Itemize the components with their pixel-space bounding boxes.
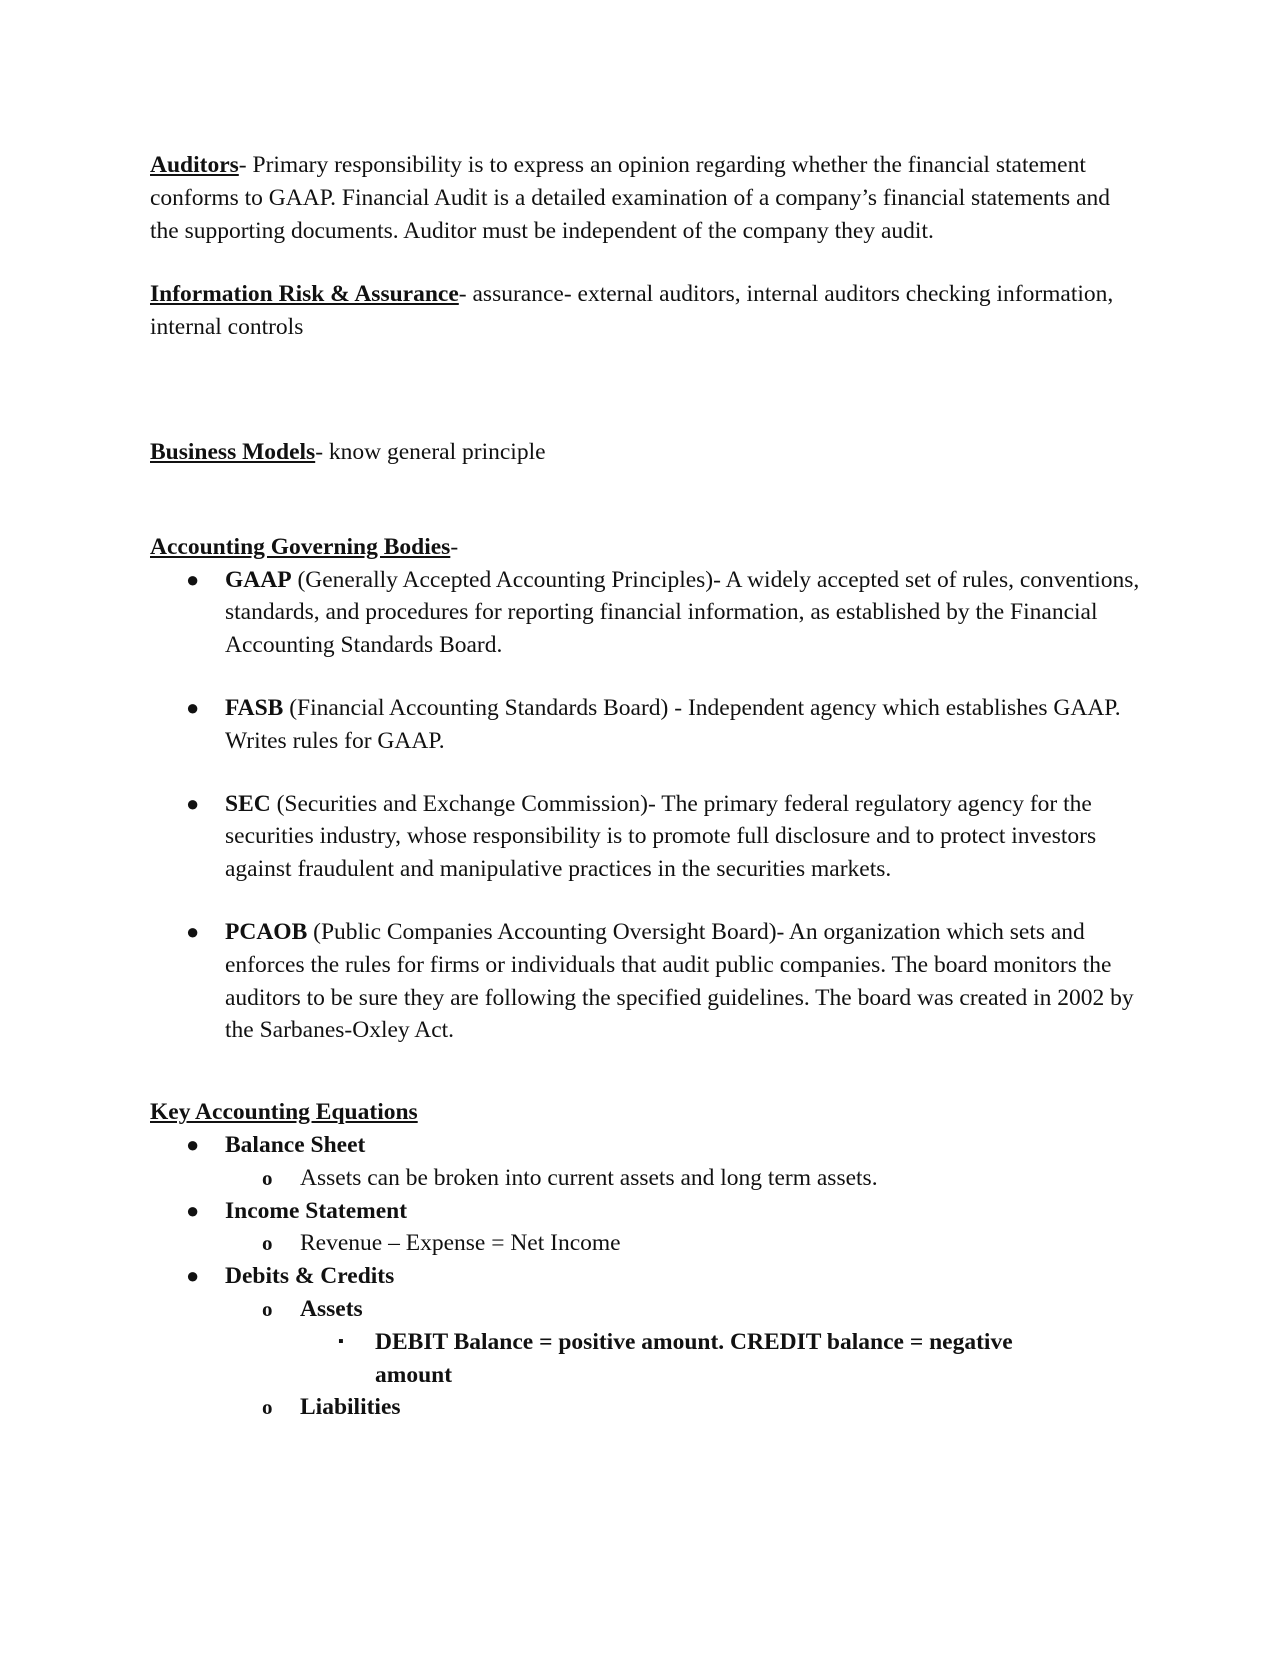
assets-label: Assets	[300, 1295, 363, 1322]
key-equations-list	[150, 1129, 1140, 1424]
circle-bullet-icon: o	[262, 1165, 273, 1190]
liabilities-label: Liabilities	[300, 1394, 401, 1421]
governing-bodies-heading	[150, 531, 1140, 564]
circle-bullet-icon: o	[262, 1231, 273, 1256]
list-item-sec	[150, 788, 1140, 886]
key-equations-term: Key Accounting Equations	[150, 1099, 418, 1126]
gaap-text: (Generally Accepted Accounting Principles)- A widely accepted set of rules, conventions, standards, and procedures for reporting financial information, as established by the Financial Accounting Standards Board.	[225, 566, 1140, 659]
gaap-abbr: GAAP	[225, 566, 292, 593]
assets-sub: DEBIT Balance = positive amount. CREDIT balance = negative amount	[375, 1328, 1013, 1388]
auditors-text: - Primary responsibility is to express an opinion regarding whether the financial statement conforms to GAAP. Financial Audit is a detailed examination of a company’s financial statements and the supporting documents. Auditor must be independent of the company they audit.	[150, 152, 1111, 244]
list-item-assets	[150, 1293, 1140, 1326]
list-item-pcaob	[150, 916, 1140, 1047]
balance-sheet-label: Balance Sheet	[225, 1131, 366, 1158]
governing-bodies-list	[150, 564, 1140, 1048]
fasb-abbr: FASB	[225, 694, 284, 721]
list-item-liabilities	[150, 1391, 1140, 1424]
list-item-income-equation	[150, 1227, 1140, 1260]
sec-text: (Securities and Exchange Commission)- The primary federal regulatory agency for the securities industry, whose responsibility is to promote full disclosure and to protect investors against fraudulent and manipulative practices in the securities markets.	[225, 790, 1097, 883]
auditors-term: Auditors	[150, 152, 239, 178]
list-item-balance-sheet	[150, 1129, 1140, 1162]
square-bullet-icon: ▪	[338, 1332, 344, 1350]
list-item-assets-note	[150, 1162, 1140, 1195]
bullet-icon: ●	[186, 918, 200, 944]
key-equations-heading	[150, 1096, 1140, 1129]
circle-bullet-icon: o	[262, 1395, 273, 1420]
income-statement-sub: Revenue – Expense = Net Income	[300, 1230, 621, 1257]
bullet-icon: ●	[186, 566, 200, 592]
list-item-debits-credits	[150, 1260, 1140, 1293]
document-page	[150, 149, 1140, 1424]
list-item-debit-balance	[150, 1326, 1025, 1392]
fasb-text: (Financial Accounting Standards Board) - Independent agency which establishes GAAP. Writes rules for GAAP.	[225, 694, 1121, 754]
pcaob-abbr: PCAOB	[225, 918, 308, 945]
business-models-paragraph	[150, 436, 1140, 469]
info-risk-paragraph	[150, 278, 1140, 344]
bullet-icon: ●	[186, 1197, 200, 1223]
sec-abbr: SEC	[225, 790, 271, 817]
governing-bodies-suffix: -	[450, 533, 459, 560]
bullet-icon: ●	[186, 1263, 200, 1289]
bullet-icon: ●	[186, 694, 200, 720]
circle-bullet-icon: o	[262, 1296, 273, 1321]
income-statement-label: Income Statement	[225, 1197, 408, 1224]
debits-credits-label: Debits & Credits	[225, 1263, 395, 1290]
list-item-income-statement	[150, 1195, 1140, 1228]
info-risk-term: Information Risk & Assurance	[150, 281, 459, 308]
pcaob-text: (Public Companies Accounting Oversight Board)- An organization which sets and enforces the rules for firms or individuals that audit public companies. The board monitors the auditors to be sure they are following the specified guidelines. The board was created in 2002 by the Sarbanes-Oxley Act.	[225, 918, 1134, 1044]
list-item-gaap	[150, 564, 1140, 662]
auditors-paragraph	[150, 149, 1140, 247]
bullet-icon: ●	[186, 1131, 200, 1157]
list-item-fasb	[150, 692, 1140, 758]
info-risk-text: - assurance- external auditors, internal auditors checking information, internal controls	[150, 281, 1114, 341]
business-models-term: Business Models	[150, 438, 316, 465]
balance-sheet-sub: Assets can be broken into current assets and long term assets.	[300, 1164, 878, 1191]
bullet-icon: ●	[186, 790, 200, 816]
business-models-text: - know general principle	[315, 438, 546, 465]
governing-bodies-term: Accounting Governing Bodies	[150, 533, 451, 560]
